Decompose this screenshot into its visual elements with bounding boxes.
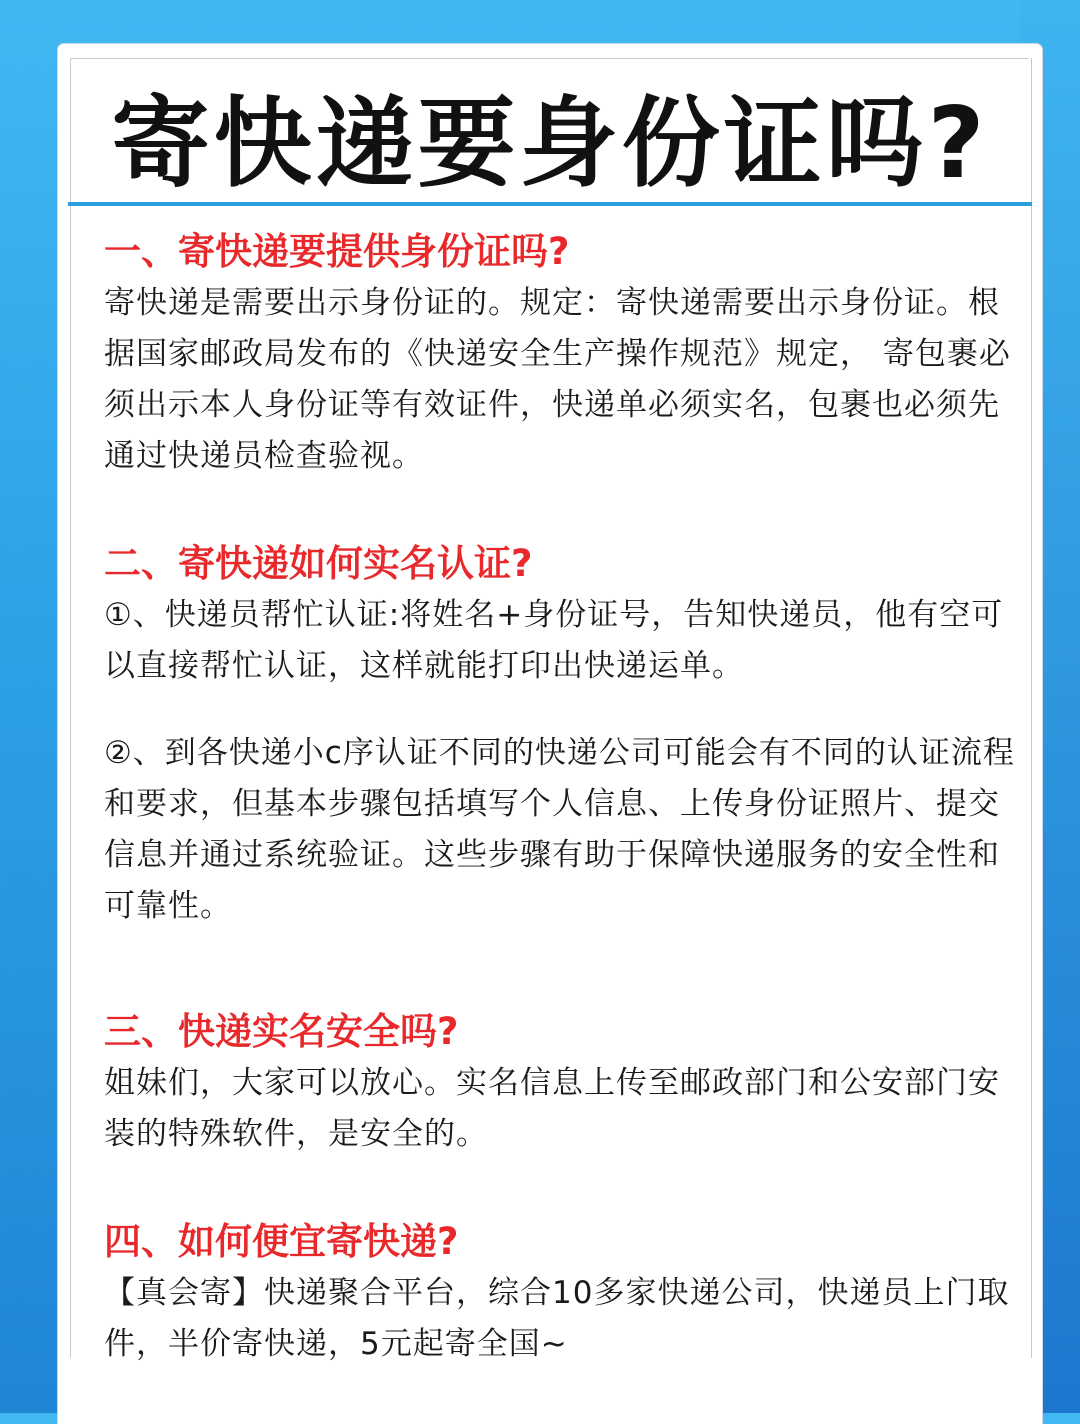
section-heading: 三、快递实名安全吗? [104,1010,459,1053]
title-divider [68,202,1032,206]
section-paragraph: ①、快递员帮忙认证:将姓名+身份证号，告知快递员，他有空可以直接帮忙认证，这样就能打印出快递运单。 [104,597,1004,684]
content-card [58,44,1042,1424]
section-heading: 二、寄快递如何实名认证? [104,542,533,585]
section-safety [104,1006,1024,1160]
page-title: 寄快递要身份证吗? [111,87,989,201]
card-frame-left [70,58,71,1358]
card-frame-right [1031,58,1032,1358]
section-heading: 一、寄快递要提供身份证吗? [104,230,570,273]
section-paragraph: 寄快递是需要出示身份证的。规定：寄快递需要出示身份证。根据国家邮政局发布的《快递安全生产操作规范》规定， 寄包裹必须出示本人身份证等有效证件，快递单必须实名，包裹也必须先通过快递员检查验视。 [104,285,1011,474]
section-paragraph: 【真会寄】快递聚合平台，综合10多家快递公司，快递员上门取件，半价寄快递，5元起寄全国~ [104,1275,1010,1362]
card-frame-top [70,58,1028,59]
section-real-name-auth [104,538,1024,932]
section-id-requirement [104,226,1024,482]
section-cheap-shipping [104,1216,1024,1370]
section-heading: 四、如何便宜寄快递? [104,1220,459,1263]
section-paragraph: ②、到各快递小c序认证不同的快递公司可能会有不同的认证流程和要求，但基本步骤包括填写个人信息、上传身份证照片、提交信息并通过系统验证。这些步骤有助于保障快递服务的安全性和可靠性。 [104,735,1015,924]
section-paragraph: 姐妹们，大家可以放心。实名信息上传至邮政部门和公安部门安装的特殊软件，是安全的。 [104,1065,1000,1152]
